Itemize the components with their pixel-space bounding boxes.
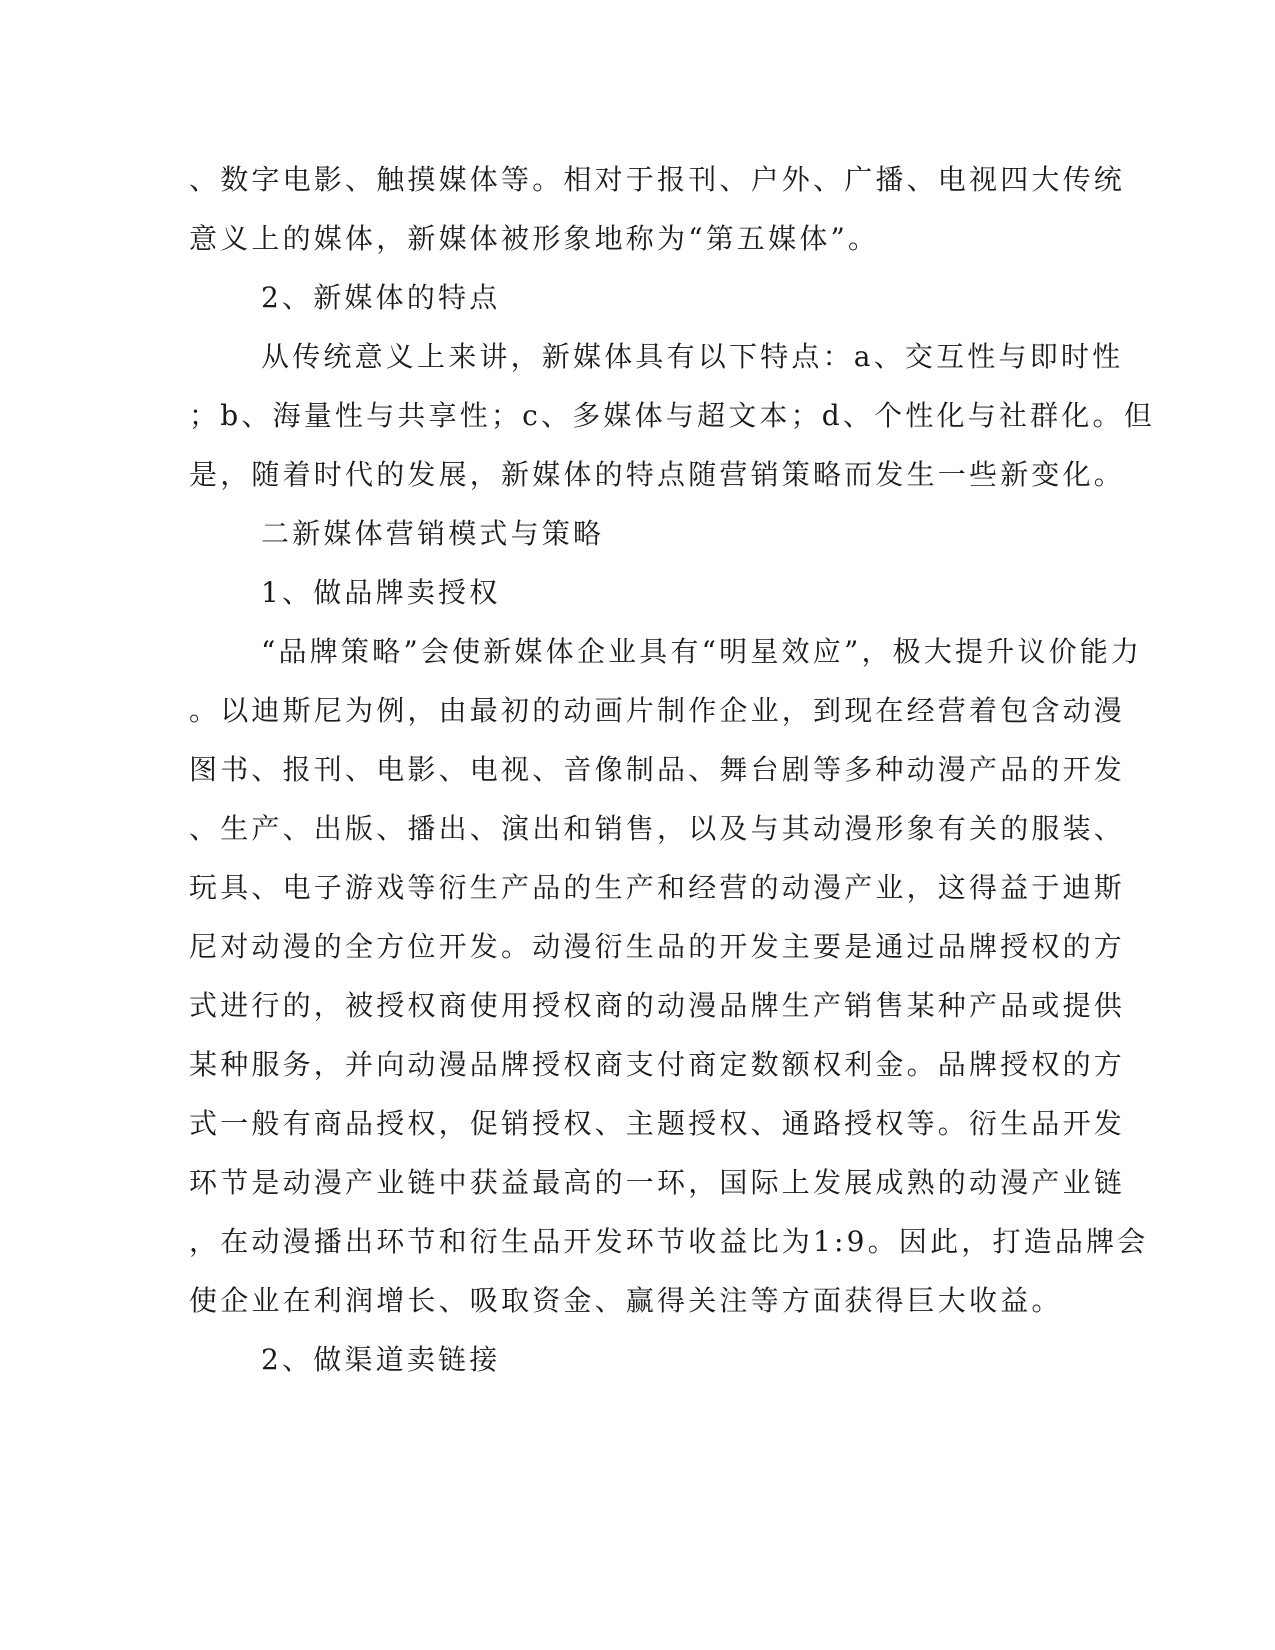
section-heading: 2、做渠道卖链接 <box>261 1343 501 1376</box>
text-line: 。以迪斯尼为例，由最初的动画片制作企业，到现在经营着包含动漫 <box>189 694 1126 727</box>
text-line: 是，随着时代的发展，新媒体的特点随营销策略而发生一些新变化。 <box>189 458 1126 491</box>
text-line: ，在动漫播出环节和衍生品开发环节收益比为1:9。因此，打造品牌会 <box>189 1225 1149 1258</box>
text-line: 某种服务，并向动漫品牌授权商支付商定数额权利金。品牌授权的方 <box>189 1048 1126 1081</box>
section-heading: 2、新媒体的特点 <box>261 281 501 314</box>
text-line: 、生产、出版、播出、演出和销售，以及与其动漫形象有关的服装、 <box>189 812 1126 845</box>
text-line: 式进行的，被授权商使用授权商的动漫品牌生产销售某种产品或提供 <box>189 989 1126 1022</box>
section-heading: 二新媒体营销模式与策略 <box>261 517 605 550</box>
text-line: 尼对动漫的全方位开发。动漫衍生品的开发主要是通过品牌授权的方 <box>189 930 1126 963</box>
text-line: 式一般有商品授权，促销授权、主题授权、通路授权等。衍生品开发 <box>189 1107 1126 1140</box>
text-line: 使企业在利润增长、吸取资金、赢得关注等方面获得巨大收益。 <box>189 1284 1063 1317</box>
text-line: 玩具、电子游戏等衍生产品的生产和经营的动漫产业，这得益于迪斯 <box>189 871 1126 904</box>
text-line: 、数字电影、触摸媒体等。相对于报刊、户外、广播、电视四大传统 <box>189 163 1126 196</box>
text-line: 图书、报刊、电影、电视、音像制品、舞台剧等多种动漫产品的开发 <box>189 753 1126 786</box>
text-line: “品牌策略”会使新媒体企业具有“明星效应”，极大提升议价能力 <box>261 635 1143 668</box>
text-line: 意义上的媒体，新媒体被形象地称为“第五媒体”。 <box>189 222 880 255</box>
text-line: ；b、海量性与共享性；c、多媒体与超文本；d、个性化与社群化。但 <box>189 399 1155 432</box>
text-line: 环节是动漫产业链中获益最高的一环，国际上发展成熟的动漫产业链 <box>189 1166 1126 1199</box>
section-heading: 1、做品牌卖授权 <box>261 576 501 609</box>
text-line: 从传统意义上来讲，新媒体具有以下特点：a、交互性与即时性 <box>261 340 1124 373</box>
